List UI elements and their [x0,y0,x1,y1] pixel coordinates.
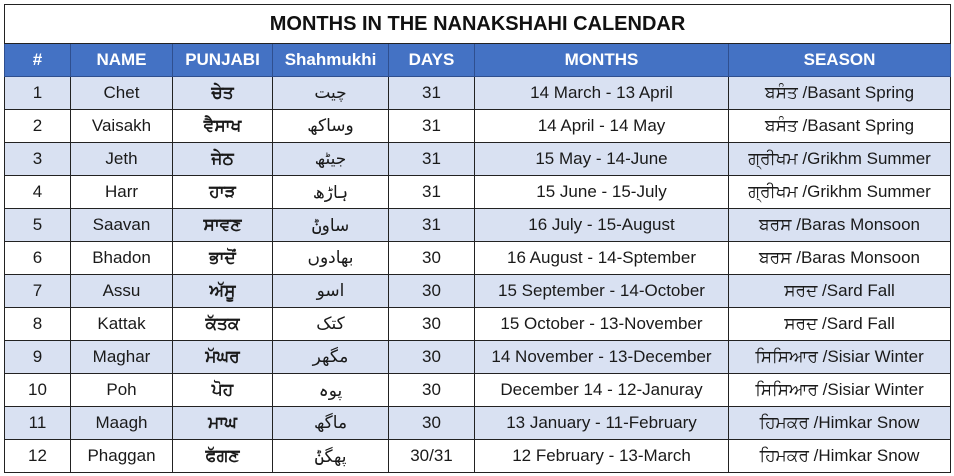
cell-shahmukhi: مگھر [273,341,389,374]
cell-punjabi: ਜੇਠ [173,143,273,176]
cell-days: 30 [389,308,475,341]
table-title: MONTHS IN THE NANAKSHAHI CALENDAR [5,5,951,44]
cell-punjabi: ਭਾਦੋਂ [173,242,273,275]
cell-months: 15 May - 14-June [475,143,729,176]
cell-shahmukhi: ساوݨ [273,209,389,242]
cell-days: 30/31 [389,440,475,473]
table-row [5,374,951,407]
cell-months: 15 October - 13-November [475,308,729,341]
cell-months: 16 August - 14-Sptember [475,242,729,275]
cell-num: 10 [5,374,71,407]
table-row [5,176,951,209]
header-row [5,44,951,77]
cell-months: 16 July - 15-August [475,209,729,242]
cell-shahmukhi: کتک [273,308,389,341]
cell-name: Bhadon [71,242,173,275]
cell-season: ਬਸੰਤ /Basant Spring [729,77,951,110]
cell-punjabi: ਅੱਸੂ [173,275,273,308]
table-row [5,209,951,242]
cell-days: 31 [389,176,475,209]
cell-days: 30 [389,275,475,308]
cell-season: ਗ੍ਰੀਖਮ /Grikhm Summer [729,143,951,176]
cell-punjabi: ਕੱਤਕ [173,308,273,341]
cell-season: ਬਸੰਤ /Basant Spring [729,110,951,143]
cell-season: ਬਰਸ /Baras Monsoon [729,209,951,242]
cell-num: 3 [5,143,71,176]
cell-name: Chet [71,77,173,110]
cell-days: 31 [389,143,475,176]
cell-punjabi: ਪੋਹ [173,374,273,407]
cell-season: ਸਰਦ /Sard Fall [729,275,951,308]
cell-num: 11 [5,407,71,440]
cell-punjabi: ਹਾੜ [173,176,273,209]
cell-name: Maghar [71,341,173,374]
table-row [5,308,951,341]
nanakshahi-table [4,4,951,473]
cell-name: Poh [71,374,173,407]
header-num: # [5,44,71,77]
cell-shahmukhi: ہاڑھ [273,176,389,209]
cell-punjabi: ਸਾਵਣ [173,209,273,242]
calendar-sheet [4,4,950,473]
cell-shahmukhi: جیٹھ [273,143,389,176]
cell-punjabi: ਮਾਘ [173,407,273,440]
table-row [5,242,951,275]
table-row [5,77,951,110]
cell-punjabi: ਵੈਸਾਖ [173,110,273,143]
header-season: SEASON [729,44,951,77]
cell-season: ਹਿਮਕਰ /Himkar Snow [729,440,951,473]
cell-days: 30 [389,341,475,374]
cell-shahmukhi: پھگݨ [273,440,389,473]
cell-name: Jeth [71,143,173,176]
table-row [5,341,951,374]
cell-num: 5 [5,209,71,242]
cell-name: Saavan [71,209,173,242]
cell-shahmukhi: پوہ [273,374,389,407]
cell-days: 30 [389,374,475,407]
header-shahmukhi: Shahmukhi [273,44,389,77]
cell-num: 8 [5,308,71,341]
cell-season: ਬਰਸ /Baras Monsoon [729,242,951,275]
cell-shahmukhi: ماگھ [273,407,389,440]
cell-num: 2 [5,110,71,143]
cell-num: 4 [5,176,71,209]
cell-months: 12 February - 13-March [475,440,729,473]
cell-season: ਗ੍ਰੀਖਮ /Grikhm Summer [729,176,951,209]
cell-punjabi: ਫੱਗਣ [173,440,273,473]
cell-season: ਹਿਮਕਰ /Himkar Snow [729,407,951,440]
cell-name: Vaisakh [71,110,173,143]
header-punjabi: PUNJABI [173,44,273,77]
title-row [5,5,951,44]
cell-name: Harr [71,176,173,209]
cell-shahmukhi: بھادوں [273,242,389,275]
cell-shahmukhi: وساکھ [273,110,389,143]
table-body [5,77,951,473]
cell-num: 6 [5,242,71,275]
cell-months: 14 November - 13-December [475,341,729,374]
cell-months: 15 June - 15-July [475,176,729,209]
cell-num: 7 [5,275,71,308]
header-months: MONTHS [475,44,729,77]
cell-shahmukhi: چیت [273,77,389,110]
cell-months: 15 September - 14-October [475,275,729,308]
cell-days: 30 [389,242,475,275]
cell-days: 31 [389,110,475,143]
table-row [5,407,951,440]
cell-months: 14 April - 14 May [475,110,729,143]
cell-months: December 14 - 12-Januray [475,374,729,407]
cell-name: Phaggan [71,440,173,473]
header-name: NAME [71,44,173,77]
table-row [5,275,951,308]
cell-months: 14 March - 13 April [475,77,729,110]
cell-season: ਸਿਸਿਆਰ /Sisiar Winter [729,374,951,407]
table-row [5,110,951,143]
cell-shahmukhi: اسو [273,275,389,308]
cell-name: Assu [71,275,173,308]
cell-punjabi: ਮੱਘਰ [173,341,273,374]
cell-days: 30 [389,407,475,440]
header-days: DAYS [389,44,475,77]
cell-season: ਸਿਸਿਆਰ /Sisiar Winter [729,341,951,374]
cell-num: 9 [5,341,71,374]
cell-num: 12 [5,440,71,473]
cell-punjabi: ਚੇਤ [173,77,273,110]
cell-name: Maagh [71,407,173,440]
cell-days: 31 [389,77,475,110]
table-row [5,143,951,176]
cell-name: Kattak [71,308,173,341]
cell-num: 1 [5,77,71,110]
cell-days: 31 [389,209,475,242]
cell-months: 13 January - 11-February [475,407,729,440]
cell-season: ਸਰਦ /Sard Fall [729,308,951,341]
table-row [5,440,951,473]
